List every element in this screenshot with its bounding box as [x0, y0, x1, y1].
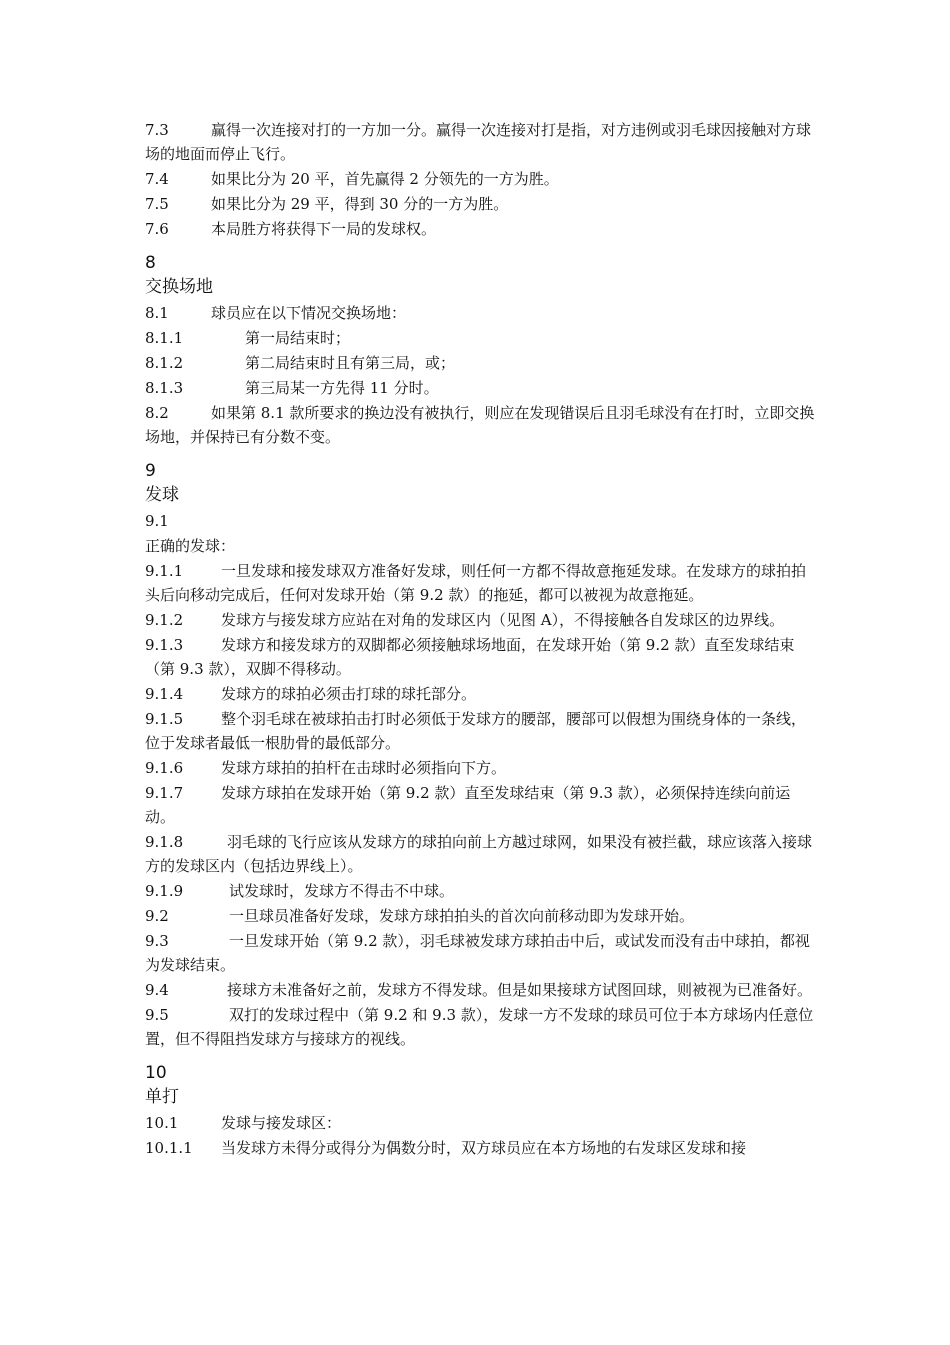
clause-text: 当发球方未得分或得分为偶数分时，双方球员应在本方场地的右发球区发球和接: [221, 1139, 747, 1157]
clause-text: 一旦发球开始（第 9.2 款），羽毛球被发球方球拍击中后，或试发而没有击中球拍，都视为发球结束。: [145, 932, 810, 974]
clause-9-1-3: [145, 633, 815, 681]
clause-text: 接球方未准备好之前，发球方不得发球。但是如果接球方试图回球，则被视为已准备好。: [227, 981, 813, 999]
clause-number: 7.5: [145, 195, 169, 213]
clause-text: 本局胜方将获得下一局的发球权。: [211, 220, 437, 238]
clause-text: 赢得一次连接对打的一方加一分。赢得一次连接对打是指，对方违例或羽毛球因接触对方球场的地面而停止飞行。: [145, 121, 812, 163]
clause-8-1-1: [145, 326, 815, 350]
clause-number: 10.1.1: [145, 1139, 193, 1157]
clause-number: 9.1.9: [145, 882, 184, 900]
section-title: 单打: [145, 1087, 179, 1107]
clause-number: 9.1.1: [145, 562, 184, 580]
clause-text: 发球方球拍的拍杆在击球时必须指向下方。: [221, 759, 507, 777]
clause-number: 7.6: [145, 220, 169, 238]
clause-number: 9.1.5: [145, 710, 184, 728]
clause-7-5: [145, 192, 815, 216]
clause-text: 如果第 8.1 款所要求的换边没有被执行，则应在发现错误后且羽毛球没有在打时，立即交换场地，并保持已有分数不变。: [145, 404, 815, 446]
clause-text: 第三局某一方先得 11 分时。: [245, 379, 439, 397]
clause-number: 8.1.1: [145, 329, 184, 347]
clause-number: 9.2: [145, 907, 169, 925]
clause-9-1-number: 9.1: [145, 512, 169, 530]
clause-9-1-7: [145, 781, 815, 829]
clause-7-6: [145, 217, 815, 241]
clause-text: 双打的发球过程中（第 9.2 和 9.3 款），发球一方不发球的球员可位于本方球场内任意位置，但不得阻挡发球方与接球方的视线。: [145, 1006, 814, 1048]
section-number: 9: [145, 461, 156, 481]
clause-9-1-1: [145, 559, 815, 607]
clause-9-5: [145, 1003, 815, 1051]
clause-9-1-2: [145, 608, 815, 632]
clause-number: 9.5: [145, 1006, 169, 1024]
clause-text: 发球方和接发球方的双脚都必须接触球场地面，在发球开始（第 9.2 款）直至发球结束（第 9.3 款），双脚不得移动。: [145, 636, 795, 678]
clause-text: 一旦球员准备好发球，发球方球拍拍头的首次向前移动即为发球开始。: [229, 907, 695, 925]
clause-8-2: [145, 401, 815, 449]
clause-number: 9.1.3: [145, 636, 184, 654]
clause-text: 发球方球拍在发球开始（第 9.2 款）直至发球结束（第 9.3 款），必须保持连续向前运动。: [145, 784, 791, 826]
section-title: 交换场地: [145, 277, 213, 297]
section-title: 发球: [145, 485, 179, 505]
clause-9-2: [145, 904, 815, 928]
clause-text: 整个羽毛球在被球拍击打时必须低于发球方的腰部，腰部可以假想为围绕身体的一条线，位于发球者最低一根肋骨的最低部分。: [145, 710, 807, 752]
clause-number: 8.1.2: [145, 354, 184, 372]
clause-8-1-2: [145, 351, 815, 375]
document-page: [145, 118, 815, 1161]
clause-number: 8.1.3: [145, 379, 184, 397]
clause-number: 9.1.6: [145, 759, 184, 777]
section-number: 10: [145, 1063, 167, 1083]
clause-number: 9.1.2: [145, 611, 184, 629]
clause-9-1-6: [145, 756, 815, 780]
section-number: 8: [145, 253, 156, 273]
clause-9-3: [145, 929, 815, 977]
clause-number: 8.1: [145, 304, 169, 322]
clause-number: 10.1: [145, 1114, 179, 1132]
clause-text: 发球方的球拍必须击打球的球托部分。: [221, 685, 477, 703]
clause-text: 一旦发球和接发球双方准备好发球，则任何一方都不得故意拖延发球。在发球方的球拍拍头后向移动完成后，任何对发球开始（第 9.2 款）的拖延，都可以被视为故意拖延。: [145, 562, 807, 604]
clause-10-1-1: [145, 1136, 815, 1160]
clause-8-1: [145, 301, 815, 325]
clause-text: 试发球时，发球方不得击不中球。: [229, 882, 455, 900]
clause-9-1-4: [145, 682, 815, 706]
clause-9-4: [145, 978, 815, 1002]
clause-text: 发球方与接发球方应站在对角的发球区内（见图 A），不得接触各自发球区的边界线。: [221, 611, 785, 629]
clause-number: 7.4: [145, 170, 169, 188]
clause-7-4: [145, 167, 815, 191]
clause-text: 第一局结束时；: [245, 329, 351, 347]
clause-text: 羽毛球的飞行应该从发球方的球拍向前上方越过球网，如果没有被拦截，球应该落入接球方的发球区内（包括边界线上）。: [145, 833, 813, 875]
clause-number: 9.1.4: [145, 685, 184, 703]
clause-number: 7.3: [145, 121, 169, 139]
clause-9-1-8: [145, 830, 815, 878]
clause-number: 8.2: [145, 404, 169, 422]
clause-number: 9.4: [145, 981, 169, 999]
clause-7-3: [145, 118, 815, 166]
clause-number: 9.1.7: [145, 784, 184, 802]
clause-number: 9.3: [145, 932, 169, 950]
clause-9-1-text: 正确的发球：: [145, 537, 236, 555]
clause-text: 如果比分为 20 平，首先赢得 2 分领先的一方为胜。: [211, 170, 559, 188]
clause-9-1-5: [145, 707, 815, 755]
clause-text: 发球与接发球区：: [221, 1114, 342, 1132]
clause-10-1: [145, 1111, 815, 1135]
clause-text: 球员应在以下情况交换场地：: [211, 304, 407, 322]
clause-text: 第二局结束时且有第三局，或；: [245, 354, 456, 372]
clause-text: 如果比分为 29 平，得到 30 分的一方为胜。: [211, 195, 509, 213]
clause-8-1-3: [145, 376, 815, 400]
clause-number: 9.1.8: [145, 833, 184, 851]
clause-9-1-9: [145, 879, 815, 903]
